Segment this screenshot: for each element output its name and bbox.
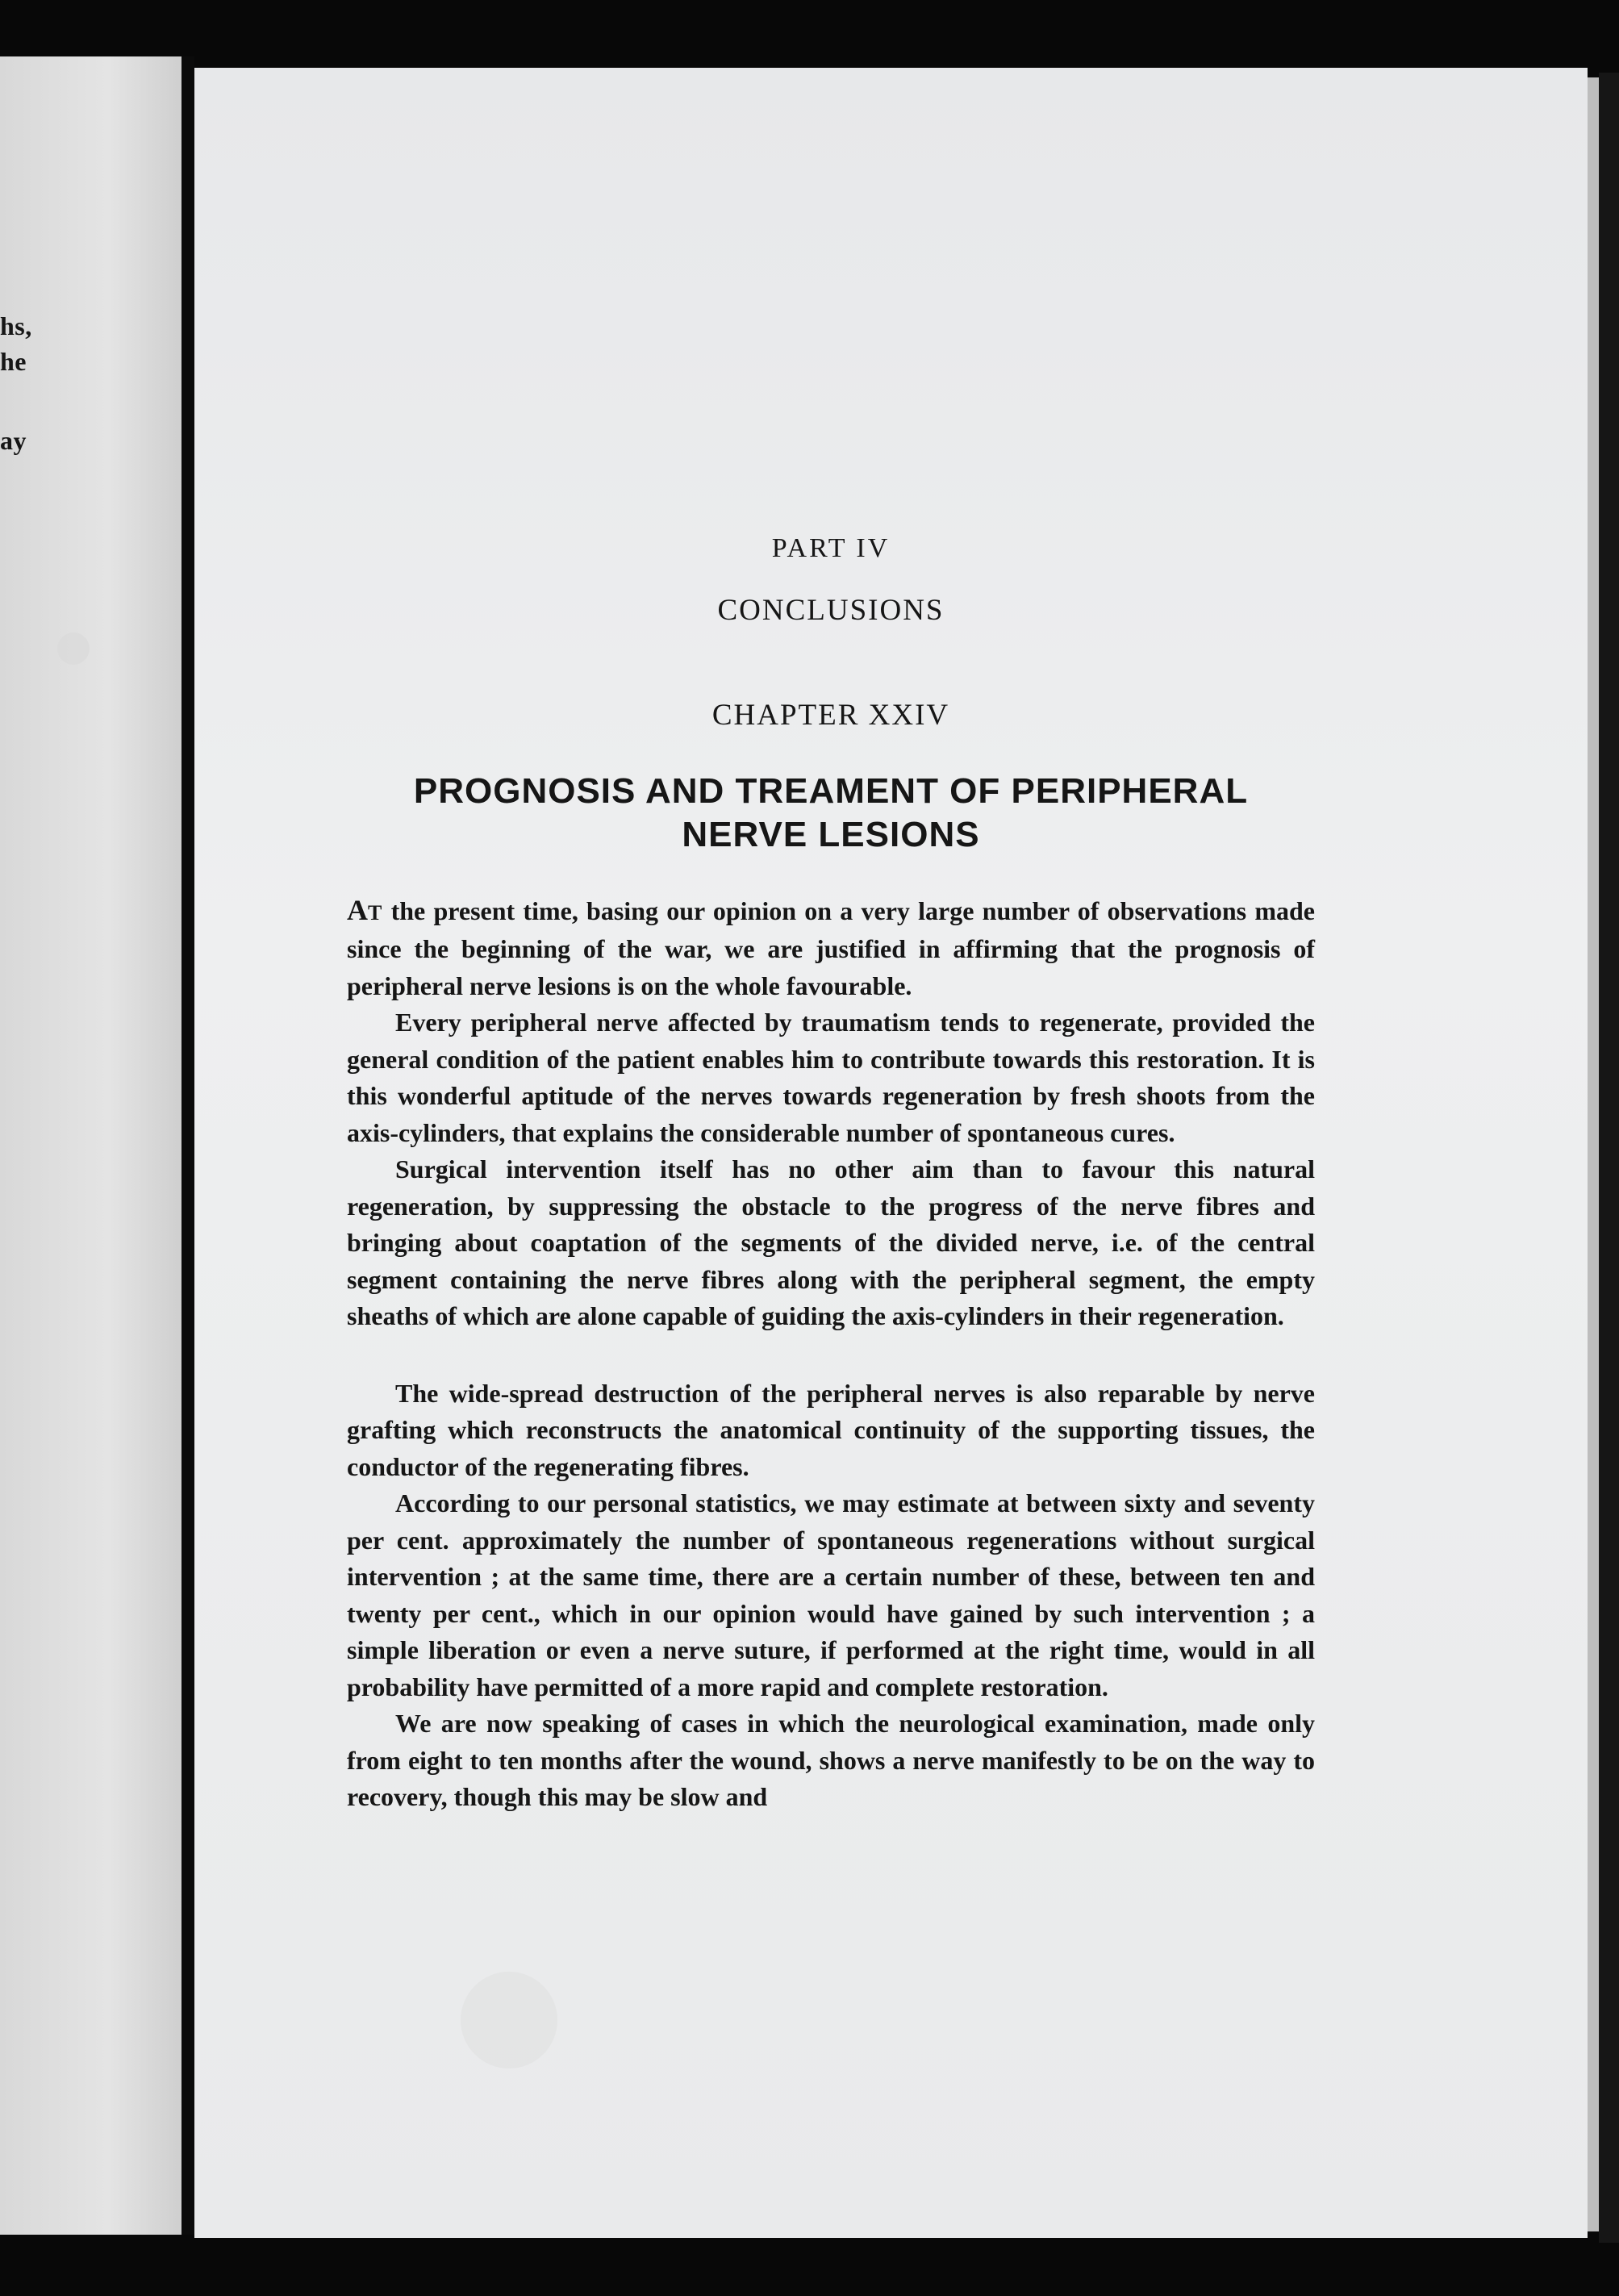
paragraph: According to our personal statistics, we may estimate at between sixty and seventy per cent. approximately the number of spontaneous regenerations without surgical intervention ; at the same time, there are a certain number of these, between ten and twenty per cent., which in our opinion would have gained by such intervention ; a simple liberation or even a nerve suture, if performed at the right time, would in all probability have permitted of a more rapid and complete restoration. <box>347 1488 1315 1701</box>
left-page-edge <box>0 56 182 2235</box>
book-gutter <box>182 56 194 2235</box>
paragraph: Surgical intervention itself has no other aim than to favour this natural regeneration, by suppressing the obstacle to the progress of the nerve fibres and bringing about coaptation of the segments of the divided nerve, i.e. of the central segment containing the nerve fibres along with the peripheral segment, the empty sheaths of which are alone capable of guiding the axis-cylinders in their regeneration. <box>347 1154 1315 1331</box>
chapter-title-line: NERVE LESIONS <box>682 814 980 854</box>
left-page-fragment: hs, <box>0 311 32 340</box>
page-edge <box>1588 77 1599 2231</box>
chapter-label: CHAPTER XXIV <box>711 699 950 733</box>
chapter-title-line: PROGNOSIS AND TREAMENT OF PERIPHERAL <box>413 770 1249 811</box>
left-page-fragment: he <box>0 347 27 376</box>
page-edge-shadow <box>1599 73 1619 2243</box>
paragraph: The wide-spread destruction of the peripheral nerves is also reparable by nerve grafting which reconstructs the anatomical continuity of the supporting tissues, the conductor of the regenerating fibres. <box>347 1378 1315 1481</box>
part-title: CONCLUSIONS <box>717 593 945 627</box>
paper-speck <box>57 632 90 665</box>
paragraph <box>347 892 1315 1005</box>
part-label: PART IV <box>771 533 891 563</box>
chapter-title <box>347 770 1315 857</box>
page-content <box>347 532 1315 1816</box>
small-cap: T <box>368 900 383 925</box>
paragraph: Every peripheral nerve affected by traumatism tends to regenerate, provided the general condition of the patient enables him to contribute towards this restoration. It is this wonderful aptitude of the nerves towards regeneration by fresh shoots from the axis-cylinders, that explains the considerable number of spontaneous cures. <box>347 1008 1315 1147</box>
left-page-fragment: ay <box>0 426 27 455</box>
paper-speck <box>461 1972 557 2068</box>
paragraph-text: the present time, basing our opinion on a very large number of observations made since the beginning of the war, we are justified in affirming that the prognosis of peripheral nerve lesions is on the whole favourable. <box>347 895 1315 1000</box>
body-text <box>347 892 1315 1816</box>
paragraph: We are now speaking of cases in which the neurological examination, made only from eight to ten months after the wound, shows a nerve manifestly to be on the way to recovery, though this may be slow and <box>347 1709 1315 1812</box>
drop-cap: A <box>347 893 368 926</box>
